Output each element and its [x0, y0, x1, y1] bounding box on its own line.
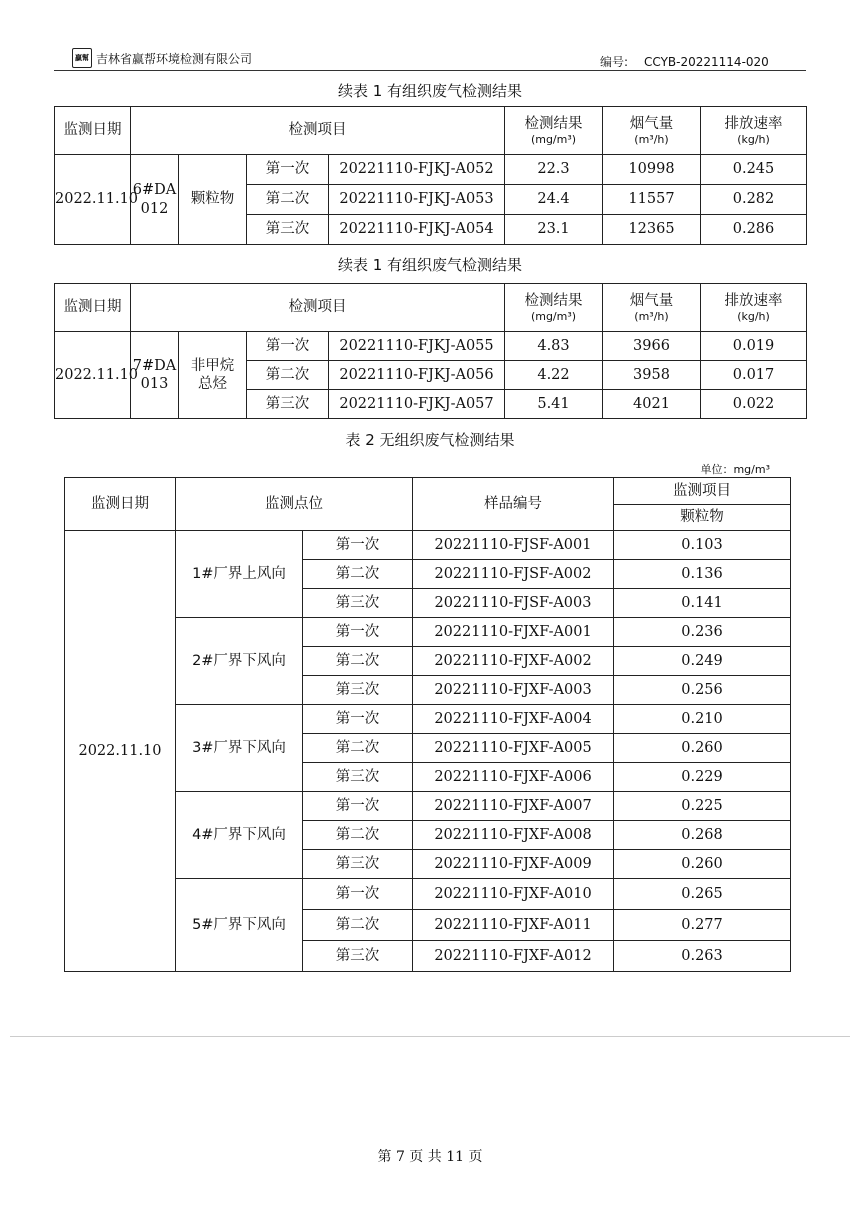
sample-cell: 20221110-FJKJ-A052: [329, 155, 505, 185]
times-cell: 第二次: [303, 560, 413, 589]
value-cell: 0.265: [614, 879, 791, 910]
value-cell: 0.225: [614, 792, 791, 821]
header-rate-unit: (kg/h): [737, 309, 770, 323]
times-cell: 第二次: [303, 647, 413, 676]
header-result-label: 检测结果: [524, 115, 583, 132]
times-cell: 第一次: [247, 332, 329, 361]
flow-cell: 10998: [603, 155, 701, 185]
rate-cell: 0.286: [701, 215, 807, 245]
point-cell: 4#厂界下风向: [176, 792, 303, 879]
times-cell: 第三次: [303, 589, 413, 618]
result-cell: 22.3: [505, 155, 603, 185]
header-flow: [603, 107, 701, 155]
sample-cell: 20221110-FJKJ-A055: [329, 332, 505, 361]
header-flow-unit: (m³/h): [634, 309, 669, 323]
header-rate-unit: (kg/h): [737, 132, 770, 146]
table2-unit: 单位：mg/m³: [700, 463, 770, 476]
date-cell: 2022.11.10: [55, 155, 131, 245]
times-cell: 第一次: [303, 618, 413, 647]
value-cell: 0.210: [614, 705, 791, 734]
point-cell: 3#厂界下风向: [176, 705, 303, 792]
times-cell: 第一次: [247, 155, 329, 185]
times-cell: 第二次: [303, 910, 413, 941]
sample-cell: 20221110-FJSF-A002: [413, 560, 614, 589]
report-number: [600, 53, 769, 70]
sample-cell: 20221110-FJXF-A002: [413, 647, 614, 676]
flow-cell: 11557: [603, 185, 701, 215]
header-sample: 样品编号: [413, 478, 614, 531]
value-cell: 0.268: [614, 821, 791, 850]
times-cell: 第三次: [247, 215, 329, 245]
table1a-title: 续表 1 有组织废气检测结果: [337, 82, 523, 100]
point-cell: 7#DA013: [131, 332, 179, 419]
value-cell: 0.229: [614, 763, 791, 792]
footer-divider: [10, 1036, 850, 1037]
value-cell: 0.103: [614, 531, 791, 560]
result-cell: 4.83: [505, 332, 603, 361]
rate-cell: 0.019: [701, 332, 807, 361]
times-cell: 第一次: [303, 879, 413, 910]
value-cell: 0.249: [614, 647, 791, 676]
times-cell: 第二次: [303, 734, 413, 763]
header-result-unit: (mg/m³): [530, 132, 577, 146]
sample-cell: 20221110-FJSF-A003: [413, 589, 614, 618]
header-rate: [701, 284, 807, 332]
times-cell: 第一次: [303, 705, 413, 734]
sample-cell: 20221110-FJKJ-A053: [329, 185, 505, 215]
header-result: [505, 107, 603, 155]
times-cell: 第三次: [303, 941, 413, 972]
flow-cell: 4021: [603, 390, 701, 419]
report-number-value: CCYB-20221114-020: [644, 55, 769, 69]
rate-cell: 0.245: [701, 155, 807, 185]
rate-cell: 0.022: [701, 390, 807, 419]
sample-cell: 20221110-FJKJ-A054: [329, 215, 505, 245]
times-cell: 第一次: [303, 792, 413, 821]
times-cell: 第二次: [247, 185, 329, 215]
sample-cell: 20221110-FJXF-A005: [413, 734, 614, 763]
date-cell: 2022.11.10: [65, 531, 176, 972]
table2: [64, 477, 791, 972]
point-cell: 6#DA012: [131, 155, 179, 245]
header-result-label: 检测结果: [524, 292, 583, 309]
report-number-label: 编号:: [600, 55, 629, 69]
value-cell: 0.260: [614, 734, 791, 763]
value-cell: 0.277: [614, 910, 791, 941]
header-item: 监测项目: [614, 478, 791, 505]
sample-cell: 20221110-FJXF-A001: [413, 618, 614, 647]
header-divider: [54, 70, 806, 71]
pollutant-cell: 非甲烷总烃: [179, 332, 247, 419]
company-name: 吉林省赢帮环境检测有限公司: [96, 51, 253, 66]
flow-cell: 3966: [603, 332, 701, 361]
flow-cell: 12365: [603, 215, 701, 245]
table1a: [54, 106, 807, 245]
logo-text: 贏幫: [75, 54, 89, 62]
rate-cell: 0.282: [701, 185, 807, 215]
result-cell: 4.22: [505, 361, 603, 390]
value-cell: 0.136: [614, 560, 791, 589]
table2-title: 表 2 无组织废气检测结果: [345, 431, 515, 449]
sample-cell: 20221110-FJXF-A004: [413, 705, 614, 734]
table1b: [54, 283, 807, 419]
times-cell: 第一次: [303, 531, 413, 560]
point-cell: 1#厂界上风向: [176, 531, 303, 618]
sample-cell: 20221110-FJXF-A011: [413, 910, 614, 941]
value-cell: 0.260: [614, 850, 791, 879]
value-cell: 0.256: [614, 676, 791, 705]
result-cell: 24.4: [505, 185, 603, 215]
header-flow-unit: (m³/h): [634, 132, 669, 146]
sample-cell: 20221110-FJKJ-A056: [329, 361, 505, 390]
header-rate: [701, 107, 807, 155]
company-logo-icon: [72, 48, 92, 68]
sample-cell: 20221110-FJXF-A003: [413, 676, 614, 705]
times-cell: 第三次: [303, 676, 413, 705]
sample-cell: 20221110-FJXF-A007: [413, 792, 614, 821]
point-cell: 2#厂界下风向: [176, 618, 303, 705]
header-date: 监测日期: [65, 478, 176, 531]
value-cell: 0.141: [614, 589, 791, 618]
point-cell: 5#厂界下风向: [176, 879, 303, 972]
company-header: [72, 48, 252, 68]
header-flow: [603, 284, 701, 332]
header-date: 监测日期: [55, 107, 131, 155]
sample-cell: 20221110-FJXF-A010: [413, 879, 614, 910]
sample-cell: 20221110-FJXF-A009: [413, 850, 614, 879]
times-cell: 第三次: [303, 763, 413, 792]
value-cell: 0.236: [614, 618, 791, 647]
table1b-title: 续表 1 有组织废气检测结果: [337, 256, 523, 274]
header-item: 检测项目: [131, 284, 505, 332]
header-rate-label: 排放速率: [724, 115, 783, 132]
times-cell: 第二次: [303, 821, 413, 850]
header-pollutant: 颗粒物: [614, 505, 791, 531]
result-cell: 5.41: [505, 390, 603, 419]
times-cell: 第三次: [247, 390, 329, 419]
result-cell: 23.1: [505, 215, 603, 245]
flow-cell: 3958: [603, 361, 701, 390]
sample-cell: 20221110-FJSF-A001: [413, 531, 614, 560]
header-flow-label: 烟气量: [629, 292, 674, 309]
table-row: [65, 531, 791, 560]
rate-cell: 0.017: [701, 361, 807, 390]
header-date: 监测日期: [55, 284, 131, 332]
value-cell: 0.263: [614, 941, 791, 972]
sample-cell: 20221110-FJKJ-A057: [329, 390, 505, 419]
page-number: 第 7 页 共 11 页: [377, 1149, 483, 1165]
table2-body: [65, 531, 791, 972]
sample-cell: 20221110-FJXF-A006: [413, 763, 614, 792]
header-flow-label: 烟气量: [629, 115, 674, 132]
header-point: 监测点位: [176, 478, 413, 531]
date-cell: 2022.11.10: [55, 332, 131, 419]
pollutant-cell: 颗粒物: [179, 155, 247, 245]
sample-cell: 20221110-FJXF-A008: [413, 821, 614, 850]
header-result: [505, 284, 603, 332]
header-rate-label: 排放速率: [724, 292, 783, 309]
header-result-unit: (mg/m³): [530, 309, 577, 323]
times-cell: 第三次: [303, 850, 413, 879]
times-cell: 第二次: [247, 361, 329, 390]
header-item: 检测项目: [131, 107, 505, 155]
sample-cell: 20221110-FJXF-A012: [413, 941, 614, 972]
